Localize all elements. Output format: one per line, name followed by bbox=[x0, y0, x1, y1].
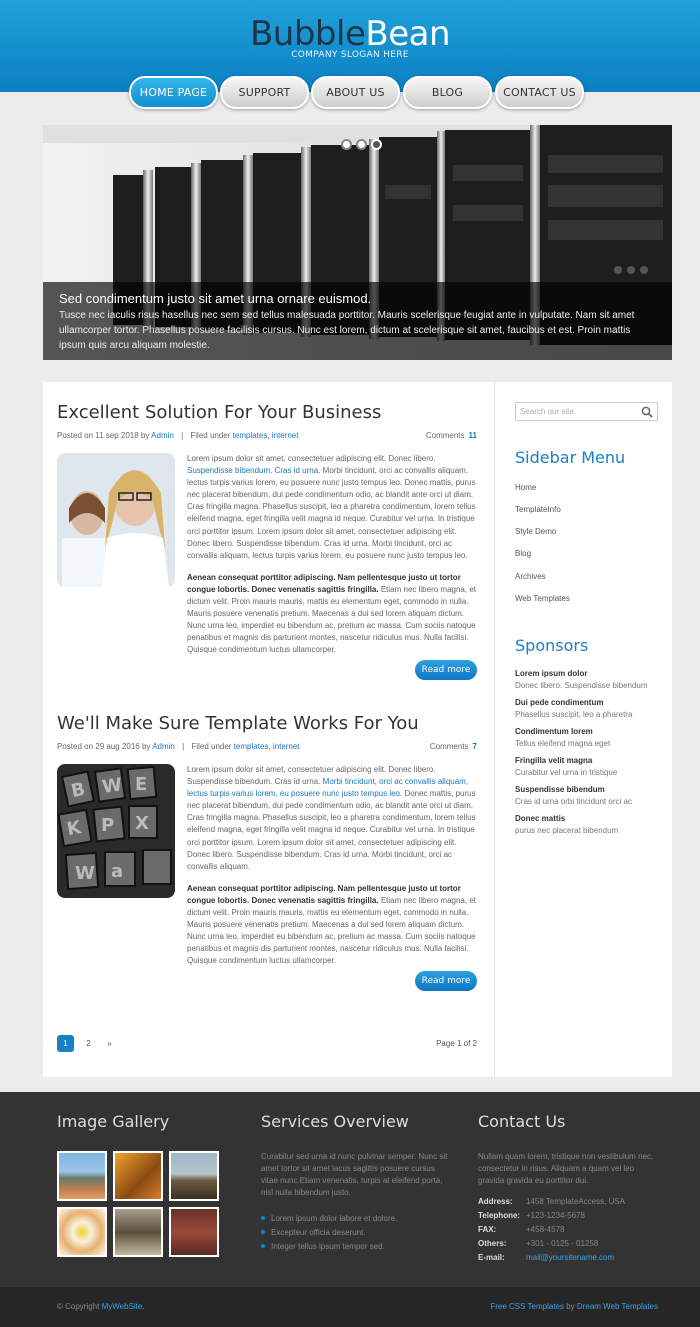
slider-dot-2[interactable] bbox=[356, 139, 367, 150]
comments-count[interactable] bbox=[430, 742, 477, 751]
svg-text:X: X bbox=[135, 813, 149, 834]
slider-caption bbox=[43, 282, 672, 360]
nav-contact[interactable]: CONTACT US bbox=[495, 76, 584, 109]
comments-number: 7 bbox=[472, 742, 477, 751]
free-css-templates-link[interactable]: Free CSS Templates bbox=[490, 1302, 564, 1311]
contact-value: +458-4578 bbox=[526, 1225, 565, 1234]
slogan: COMPANY SLOGAN HERE bbox=[291, 50, 409, 60]
slider-title: Sed condimentum justo sit amet urna ornare euismod. bbox=[59, 291, 372, 306]
bottom-bar bbox=[0, 1287, 700, 1327]
contact-key: Address: bbox=[478, 1197, 513, 1206]
author-link[interactable]: Admin bbox=[151, 431, 174, 440]
filed-under-label: Filed under bbox=[191, 742, 232, 751]
nav-blog[interactable]: BLOG bbox=[403, 76, 492, 109]
post-body bbox=[187, 764, 477, 978]
post-bold-text: Aenean consequat porttitor adipiscing. Nam pellentesque justo ut tortor congue lobortis. Donec venenatis sagittis fringilla. bbox=[187, 883, 461, 905]
gallery-thumb-city[interactable] bbox=[57, 1151, 107, 1201]
post-thumbnail-women bbox=[57, 453, 175, 587]
sidebar-item-archives[interactable]: Archives bbox=[515, 572, 546, 581]
post-text: Lorem ipsum dolor sit amet, consectetuer adipiscing elit. Donec libero. bbox=[187, 454, 436, 463]
search-input[interactable] bbox=[515, 402, 658, 421]
services-text: Curabitur sed urna id nunc pulvinar semper. Nunc sit amet tortor sit amet lacus sagittis posuere cursus vitae nunc.Etiam venenatis, turpis at eleifend porta, nisl nulla bibendum justo. bbox=[261, 1152, 448, 1197]
read-more-button[interactable]: Read more bbox=[415, 660, 477, 680]
sidebar-item-templateinfo[interactable]: TemplateInfo bbox=[515, 505, 561, 514]
post-text: Etiam nec libero magna, et dictum velit. Proin mauris mauris, mattis eu elementum eget, commodo in nulla. Mauris posuere venenatis pretium. Maecenas a dui sed lorem aliquam dictum. Nunc urna leo, imperdiet eu bibendum ac, pretium ac massa. Cum sociis natoque penatibus et magnis dis parturient montes, nascetur ridiculus mus. Nulla facilisi. Quisque condimentum luctus ullamcorper. bbox=[187, 584, 476, 655]
logo-text-2: Bean bbox=[365, 14, 451, 54]
slider-dot-1[interactable] bbox=[341, 139, 352, 150]
author-link[interactable]: Admin bbox=[152, 742, 175, 751]
credits bbox=[490, 1302, 658, 1311]
contact-key: E-mail: bbox=[478, 1253, 505, 1262]
site-footer bbox=[0, 1092, 700, 1287]
copyright bbox=[57, 1302, 145, 1311]
list-item[interactable] bbox=[261, 1239, 397, 1253]
list-item[interactable] bbox=[261, 1225, 397, 1239]
sponsor-name[interactable]: Condimentum lorem bbox=[515, 727, 593, 736]
copyright-period: . bbox=[142, 1302, 145, 1311]
list-item-text: Lorem ipsum dolor labore et dolore. bbox=[271, 1213, 398, 1223]
gallery-thumb-car[interactable] bbox=[169, 1151, 219, 1201]
sponsor-name[interactable]: Fringilla velit magna bbox=[515, 756, 593, 765]
list-item-text: Excepteur officia deserunt. bbox=[271, 1227, 366, 1237]
comments-count[interactable] bbox=[426, 431, 477, 440]
nav-about[interactable]: ABOUT US bbox=[311, 76, 400, 109]
list-item[interactable] bbox=[261, 1211, 397, 1225]
contact-key: Telephone: bbox=[478, 1211, 521, 1220]
credit-by: by bbox=[566, 1302, 575, 1311]
gallery-thumb-velvet[interactable] bbox=[169, 1207, 219, 1257]
svg-text:W: W bbox=[75, 863, 95, 884]
comments-label: Comments bbox=[425, 431, 465, 440]
post-title[interactable]: Excellent Solution For Your Business bbox=[57, 402, 382, 423]
post-date: Posted on 11 sep 2018 by bbox=[57, 431, 150, 440]
sponsor-desc: Tellus eleifend magna eget bbox=[515, 739, 611, 748]
svg-text:E: E bbox=[135, 774, 148, 795]
sidebar-menu-title: Sidebar Menu bbox=[515, 448, 626, 467]
bullet-icon bbox=[261, 1216, 265, 1220]
next-page-button[interactable]: » bbox=[107, 1039, 112, 1048]
slider-dots bbox=[341, 139, 382, 150]
sponsor-name[interactable]: Donec mattis bbox=[515, 814, 566, 823]
sponsors-title: Sponsors bbox=[515, 636, 589, 655]
image-slider[interactable] bbox=[43, 125, 672, 360]
post-2 bbox=[57, 713, 477, 993]
sidebar-item-blog[interactable]: Blog bbox=[515, 549, 532, 558]
search-placeholder: Search our site: bbox=[520, 407, 577, 416]
post-text: Morbi tincidunt, orci ac convallis aliquam, lectus turpis varius lorem, eu posuere nunc justo tempus leo. Donec mattis, purus nec placerat bibendum, dui pede condimentum odio, ac blandit ante orci ut diam. Cras fringilla magna. Phasellus suscipit, leo a pharetra condimentum, lorem tellus eleifend magna, eget fringilla velit magna id neque. Curabitur vel urna. In tristique orci porttitor ipsum. Lorem ipsum dolor sit amet, consectetuer adipiscing elit. Donec libero. Suspendisse bibendum. Cras id urna. Morbi tincidunt, orci ac convallis aliquam, lectus turpis varius lorem, eu posuere nunc justo tempus leo. bbox=[187, 466, 476, 560]
pagination bbox=[57, 1035, 477, 1053]
sidebar-item-home[interactable]: Home bbox=[515, 483, 537, 492]
post-text: Etiam nec libero magna, et dictum velit. Proin mauris mauris, mattis eu elementum eget, commodo in nulla. Mauris posuere venenatis pretium. Maecenas a dui sed lorem aliquam dictum. Nunc urna leo, imperdiet eu bibendum ac, pretium ac massa. Cum sociis natoque penatibus et magnis dis parturient montes, nascetur ridiculus mus. Nulla facilisi. Quisque condimentum luctus ullamcorper. bbox=[187, 895, 476, 966]
inline-link[interactable]: Suspendisse bibendum. Cras id urna. bbox=[187, 466, 321, 476]
contact-value: +301 - 0125 - 01258 bbox=[526, 1239, 599, 1248]
svg-text:P: P bbox=[101, 815, 115, 836]
tag-link[interactable]: templates bbox=[232, 431, 268, 440]
sidebar-item-style-demo[interactable]: Style Demo bbox=[515, 527, 557, 536]
post-text: Donec mattis, purus nec placerat bibendum, dui pede condimentum odio, ac blandit ante orci ut diam. Cras fringilla magna. Phasellus suscipit, leo a pharetra condimentum, lorem tellus eleifend magna, eget fringilla velit magna id neque. Curabitur vel urna. In tristique orci porttitor ipsum. Lorem ipsum dolor sit amet, consectetuer adipiscing elit. Donec libero. Suspendisse bibendum. Cras id urna. Morbi tincidunt, orci ac convallis aliquam. bbox=[187, 789, 476, 871]
site-logo[interactable] bbox=[0, 14, 700, 54]
slider-text: Tusce nec iaculis risus hasellus nec sem sed tellus malesuada porttitor. Mauris scelerisque feugiat ante in vulputate. Nam sit amet ullamcorper tortor. Phasellus posuere facilisis cursus. Nunc est lorem, dictum at scelerisque sit amet, faucibus et est. Proin mattis ipsum quis arcu aliquam molestie. bbox=[59, 310, 635, 351]
post-meta: Posted on 29 aug 2016 by Admin | Filed under templates, internet Comments 7 bbox=[57, 742, 477, 751]
gallery-thumb-flowers[interactable] bbox=[57, 1207, 107, 1257]
contact-key: FAX: bbox=[478, 1225, 497, 1234]
sponsor-desc: purus nec placerat bibendum bbox=[515, 826, 619, 835]
post-date: Posted on 29 aug 2016 by bbox=[57, 742, 151, 751]
contact-key: Others: bbox=[478, 1239, 507, 1248]
tag-link[interactable]: internet bbox=[271, 431, 299, 440]
post-thumbnail-letterpress bbox=[57, 764, 175, 898]
page-2-button[interactable]: 2 bbox=[86, 1039, 91, 1048]
copyright-text: © Copyright bbox=[57, 1302, 100, 1311]
svg-text:B: B bbox=[69, 778, 88, 803]
page-1-button[interactable]: 1 bbox=[57, 1035, 74, 1052]
sponsor-desc: Curabitur vel urna in tristique bbox=[515, 768, 618, 777]
svg-text:a: a bbox=[111, 861, 124, 882]
slider-dot-3[interactable] bbox=[371, 139, 382, 150]
read-more-button[interactable]: Read more bbox=[415, 971, 477, 991]
email-link[interactable]: mail@yoursitename.com bbox=[526, 1253, 615, 1262]
post-bold-text: Aenean consequat porttitor adipiscing. Nam pellentesque justo ut tortor congue lobortis. Donec venenatis sagittis fringilla. bbox=[187, 572, 461, 594]
comments-number: 11 bbox=[468, 431, 477, 440]
bullet-icon bbox=[261, 1244, 265, 1248]
main-panel bbox=[43, 382, 672, 1077]
copyright-link[interactable]: MyWebSite bbox=[101, 1302, 143, 1311]
list-item-text: Integer tellus ipsum tempor sed. bbox=[271, 1241, 385, 1251]
logo-text-1: Bubble bbox=[249, 14, 366, 54]
contact-title: Contact Us bbox=[478, 1112, 566, 1131]
services-title: Services Overview bbox=[261, 1112, 409, 1131]
contact-value: +123-1234-5678 bbox=[526, 1211, 585, 1220]
inline-link[interactable]: Morbi tincidunt, orci ac convallis aliquam, lectus turpis varius lorem, eu posuere nunc justo tempus leo. bbox=[187, 777, 469, 799]
nav-support[interactable]: SUPPORT bbox=[220, 76, 309, 109]
sponsor-name[interactable]: Lorem ipsum dolor bbox=[515, 669, 588, 678]
sponsor-desc: Phasellus suscipit, leo a pharetra bbox=[515, 710, 633, 719]
sidebar-item-web-templates[interactable]: Web Templates bbox=[515, 594, 570, 603]
tag-link[interactable]: internet bbox=[272, 742, 300, 751]
sponsor-desc: Cras id urna orbi tincidunt orci ac bbox=[515, 797, 632, 806]
gallery-title: Image Gallery bbox=[57, 1112, 170, 1131]
svg-text:W: W bbox=[100, 774, 124, 798]
tag-link[interactable]: templates bbox=[233, 742, 269, 751]
contact-text: Nullam quam lorem, tristique non vestibulum nec, consectetur in risus. Aliquam a quam vel leo gravida gravida eu porttitor dui. bbox=[478, 1152, 654, 1185]
post-text: Lorem ipsum dolor sit amet, consectetuer adipiscing elit. Donec libero. Suspendisse bibendum. Cras id urna. bbox=[187, 765, 436, 787]
post-meta: Posted on 11 sep 2018 by Admin | Filed under templates, internet Comments 11 bbox=[57, 431, 477, 440]
post-title[interactable]: We'll Make Sure Template Works For You bbox=[57, 713, 419, 734]
sponsor-desc: Donec libero. Suspendisse bibendum bbox=[515, 681, 648, 690]
comments-label: Comments bbox=[429, 742, 469, 751]
gallery-thumb-vintage[interactable] bbox=[113, 1207, 163, 1257]
post-body bbox=[187, 453, 477, 667]
nav-home[interactable]: HOME PAGE bbox=[129, 76, 218, 109]
filed-under-label: Filed under bbox=[190, 431, 231, 440]
gallery-thumb-autumn[interactable] bbox=[113, 1151, 163, 1201]
services-list bbox=[261, 1211, 397, 1253]
sponsor-name[interactable]: Dui pede condimentum bbox=[515, 698, 604, 707]
svg-text:K: K bbox=[65, 817, 83, 841]
dream-web-templates-link[interactable]: Dream Web Templates bbox=[576, 1302, 658, 1311]
bullet-icon bbox=[261, 1230, 265, 1234]
sponsor-name[interactable]: Suspendisse bibendum bbox=[515, 785, 605, 794]
search-icon[interactable] bbox=[641, 406, 653, 418]
content-area bbox=[43, 382, 495, 1077]
contact-value: 1458 TemplateAccess, USA bbox=[526, 1197, 626, 1206]
page-of-label: Page 1 of 2 bbox=[436, 1039, 477, 1048]
post-1 bbox=[57, 402, 477, 682]
